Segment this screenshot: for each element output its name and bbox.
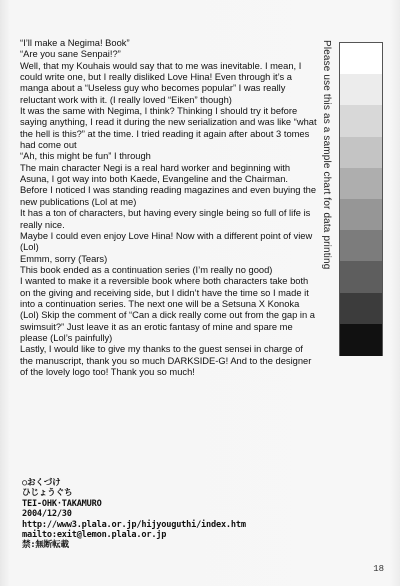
gray-swatch: [340, 137, 382, 169]
paragraph: This book ended as a continuation series (I’m really no good): [20, 264, 273, 275]
circle-name: ひじょうぐち: [22, 488, 73, 499]
colophon: [22, 478, 322, 551]
gray-swatch: [340, 199, 382, 231]
gray-swatch: [340, 168, 382, 200]
gray-swatch: [340, 43, 382, 75]
paragraph: The main character Negi is a real hard worker and beginning with Asuna, I got way into both Kaede, Evangeline and the Chairman. Before I noticed I was standing reading magazines and even buying the new publications (Lol at me): [20, 162, 317, 207]
email-address: mailto:exit@lemon.plala.or.jp: [22, 530, 167, 541]
gray-swatch: [340, 105, 382, 137]
gray-swatch: [340, 74, 382, 106]
gray-swatch: [340, 230, 382, 262]
page-number: 18: [373, 564, 384, 574]
paragraph: I wanted to make it a reversible book where both characters take both on the giving and receiving side, but I didn’t have the time so I made it into a continuation series. The next one will be a Setsuna X Konoka (Lol) Skip the comment of “Can a dick really come out from the gap in a swimsuit?” Just leave it as an erotic fantasy of mine and spare me please (Lol’s painfully): [20, 276, 315, 343]
grayscale-test-chart: [339, 42, 383, 356]
publish-date: 2004/12/30: [22, 509, 72, 520]
paragraph: It was the same with Negima, I think? Thinking I should try it before saying anything, I read it during the new serialization and was like “what the hell is this?” at the time. I tried reading it again after about 3 tomes had come out: [20, 106, 317, 151]
paragraph: Well, that my Kouhais would say that to me was inevitable. I mean, I could write one, but I really disliked Love Hina! Even through it’s a manga about a “Useless guy who becomes popular” I was really reluctant work with it. (I really loved “Eiken” though): [20, 60, 302, 105]
afterword-text: [20, 38, 318, 378]
paragraph: “Are you sane Senpai!?”: [20, 49, 121, 60]
paragraph: Emmm, sorry (Tears): [20, 253, 108, 264]
paragraph: It has a ton of characters, but having every single being so full of life is really nice.: [20, 208, 311, 230]
paragraph: Lastly, I would like to give my thanks to the guest sensei in charge of the manuscript, thank you so much DARKSIDE-G! And to the designer of the lovely logo too! Thank you so much!: [20, 344, 312, 377]
gray-swatch: [340, 261, 382, 293]
copyright-notice: 禁:無断転載: [22, 540, 69, 551]
chart-caption-text: Please use this as a sample chart for data printing: [321, 40, 332, 270]
paragraph: Maybe I could even enjoy Love Hina! Now with a different point of view (Lol): [20, 230, 313, 253]
colophon-heading: ○おくづけ: [22, 478, 61, 488]
paragraph: “I’ll make a Negima! Book”: [20, 38, 130, 48]
paragraph: “Ah, this might be fun” I through: [20, 151, 151, 162]
chart-caption: [320, 40, 332, 360]
website-url: http://www3.plala.or.jp/hijyouguthi/index.htm: [22, 519, 246, 530]
gray-swatch: [340, 324, 382, 356]
author-name: TEI-OHK·TAKAMURO: [22, 498, 102, 509]
gray-swatch: [340, 293, 382, 325]
